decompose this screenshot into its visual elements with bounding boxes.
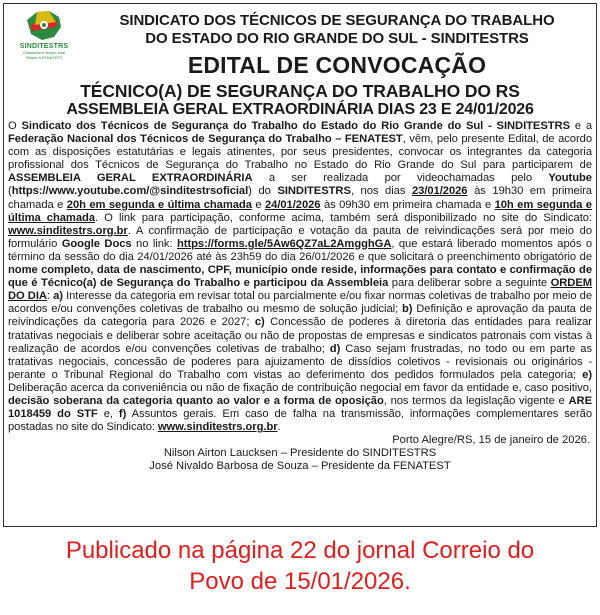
agenda-item-marker: e) xyxy=(582,368,592,381)
agenda-heading: ORDEM DO DIA xyxy=(8,277,593,303)
body-text: e a xyxy=(569,120,592,132)
body-text: , nos termos da legislação vigente e xyxy=(383,394,569,407)
agenda-item-c: Concessão de poderes à diretoria das entidades para realizar tratativas negociais e deliberar sobre aceitação ou não de propostas de empresas e sindicatos patronais com vistas à realização de acordos e/ou convenções coletivas de trabalho; xyxy=(8,316,592,355)
body-text: , nos dias xyxy=(350,185,412,198)
body-text: para deliberar sobre a seguinte xyxy=(388,277,551,290)
logo-tagline-2: Filiado à FENATEST xyxy=(25,55,63,60)
body-bold: ASSEMBLEIA GERAL EXTRAORDINÁRIA xyxy=(8,172,253,185)
agenda-item-b: Definição e aprovação da pauta de reivindicações da categoria para 2026 e 2027; xyxy=(8,303,592,329)
agenda-item-d: Caso sejam frustradas, no todo ou em parte as tratativas negociais, concessão de poderes para ajuizamento de dissídios coletivos - revisionais ou originários - perante o Tribunal Regional do Trabalho com vistas ao deferimento dos pedidos formulados pela categoria; xyxy=(8,342,592,381)
body-text: . xyxy=(277,421,281,434)
body-text: ( xyxy=(8,185,12,198)
rs-map-logo-icon xyxy=(23,8,65,42)
signature-sinditestrs: Nilson Airton Laucksen – Presidente do SINDITESTRS xyxy=(163,447,437,460)
body-text: e xyxy=(251,198,265,211)
agenda-item-marker: d) xyxy=(329,342,341,355)
publication-note-line-1: Publicado na página 22 do jornal Correio do xyxy=(65,537,535,564)
second-call-first-day: 20h em segunda e última chamada xyxy=(66,198,252,211)
notice-header xyxy=(4,4,596,78)
body-bold: Google Docs xyxy=(61,237,132,250)
edital-title: EDITAL DE CONVOCAÇÃO xyxy=(187,52,487,78)
subtitle-assembly-dates: ASSEMBLEIA GERAL EXTRAORDINÁRIA DIAS 23 E 24/01/2026 xyxy=(66,101,534,118)
agenda-item-marker: f) xyxy=(118,408,127,421)
signature-fenatest: José Nivaldo Barbosa de Souza – Presidente da FENATEST xyxy=(149,460,451,473)
body-text: O xyxy=(8,120,22,132)
date-second: 24/01/2026 xyxy=(264,198,321,211)
issue-date: Porto Alegre/RS, 15 de janeiro de 2026. xyxy=(392,434,590,447)
body-text: às 09h30 em primeira chamada e xyxy=(320,198,495,211)
body-text: no link: xyxy=(131,237,177,250)
notice-body xyxy=(8,120,592,434)
body-bold: Sindicato dos Técnicos de Segurança do Trabalho do Estado do Rio Grande do Sul - SINDITESTRS xyxy=(21,120,570,132)
body-text: ) do xyxy=(248,185,278,198)
publication-note-line-2: Povo de 15/01/2026. xyxy=(189,568,411,595)
subtitle-category: TÉCNICO(A) DE SEGURANÇA DO TRABALHO DO RS xyxy=(80,81,520,101)
body-text: e, xyxy=(97,408,119,421)
org-name-line-1: SINDICATO DOS TÉCNICOS DE SEGURANÇA DO TRABALHO xyxy=(119,12,555,29)
logo-tagline-1: Cidadania e tempo total xyxy=(22,50,66,55)
body-bold: ARE 1018459 do STF xyxy=(8,394,592,421)
agenda-item-f: Assuntos gerais. Em caso de falha na transmissão, informações complementares serão postadas no site do Sindicato: xyxy=(8,408,592,434)
agenda-item-marker: a) xyxy=(53,290,63,303)
organization-name xyxy=(84,12,590,48)
youtube-link[interactable]: https://www.youtube.com/@sinditestrsoficial xyxy=(11,185,249,198)
agenda-item-marker: c) xyxy=(254,316,265,329)
body-text: às 19h30 em primeira chamada e xyxy=(8,185,592,211)
body-bold: decisão soberana da categoria quanto ao valor e a forma de oposição xyxy=(8,394,384,407)
agenda-item-a: Interesse da categoria em revisar total ou parcialmente e/ou fixar normas coletivas de trabalho por meio de acordos e/ou convenções coletivas de trabalho ou mesmo de solução judicial; xyxy=(8,290,592,316)
agenda-item-marker: b) xyxy=(401,303,413,316)
sinditestrs-logo xyxy=(10,8,78,66)
required-fields: nome completo, data de nascimento, CPF, município onde reside, informações para contato e confirmação de que é Técnico(a) de Segurança do Trabalho e participou da Assembleia xyxy=(8,264,592,290)
website-link[interactable]: www.sinditestrs.org.br xyxy=(157,421,278,434)
body-text: . O link para participação, conforme acima, também será disponibilizado no site do Sindicato: xyxy=(94,211,592,224)
org-name-line-2: DO ESTADO DO RIO GRANDE DO SUL - SINDITESTRS xyxy=(145,30,529,47)
website-link[interactable]: www.sinditestrs.org.br xyxy=(8,224,128,237)
logo-name: SINDITESTRS xyxy=(19,43,69,50)
second-call-second-day: 10h em segunda e última chamada xyxy=(8,198,592,224)
agenda-item-e: Deliberação acerca da conveniência ou não de fixação de contribuição negocial em favor da entidade e, caso positivo, xyxy=(8,381,592,394)
body-text: , que estará liberado momentos após o término da sessão do dia 24/01/2026 até às 23h59 do dia 26/01/2026 e que solicitará o preenchimento obrigatório de xyxy=(8,237,592,263)
body-text: , vêm, pelo presente Edital, de acordo com as disposições estatutárias e legais atinentes, por seus presidentes, convocar os integrantes da categoria profissional dos Técnicos de Segurança do Trabalho no Estado do Rio Grande do Sul para participarem de xyxy=(8,133,592,172)
body-text: . A confirmação de participação e votação da pauta de reivindicações será por meio do formulário xyxy=(8,224,592,250)
body-text: : xyxy=(46,290,54,303)
date-first: 23/01/2026 xyxy=(411,185,468,198)
body-bold: Youtube xyxy=(548,172,592,185)
body-bold: Federação Nacional dos Técnicos de Segurança do Trabalho – FENATEST xyxy=(8,133,403,146)
google-form-link[interactable]: https://forms.gle/5Aw6QZ7aL2AmgghGA xyxy=(176,237,392,250)
body-text: a ser realizada por videochamadas pelo xyxy=(252,172,549,185)
convocation-notice xyxy=(3,3,597,527)
publication-note xyxy=(0,535,600,597)
body-bold: SINDITESTRS xyxy=(277,185,351,198)
